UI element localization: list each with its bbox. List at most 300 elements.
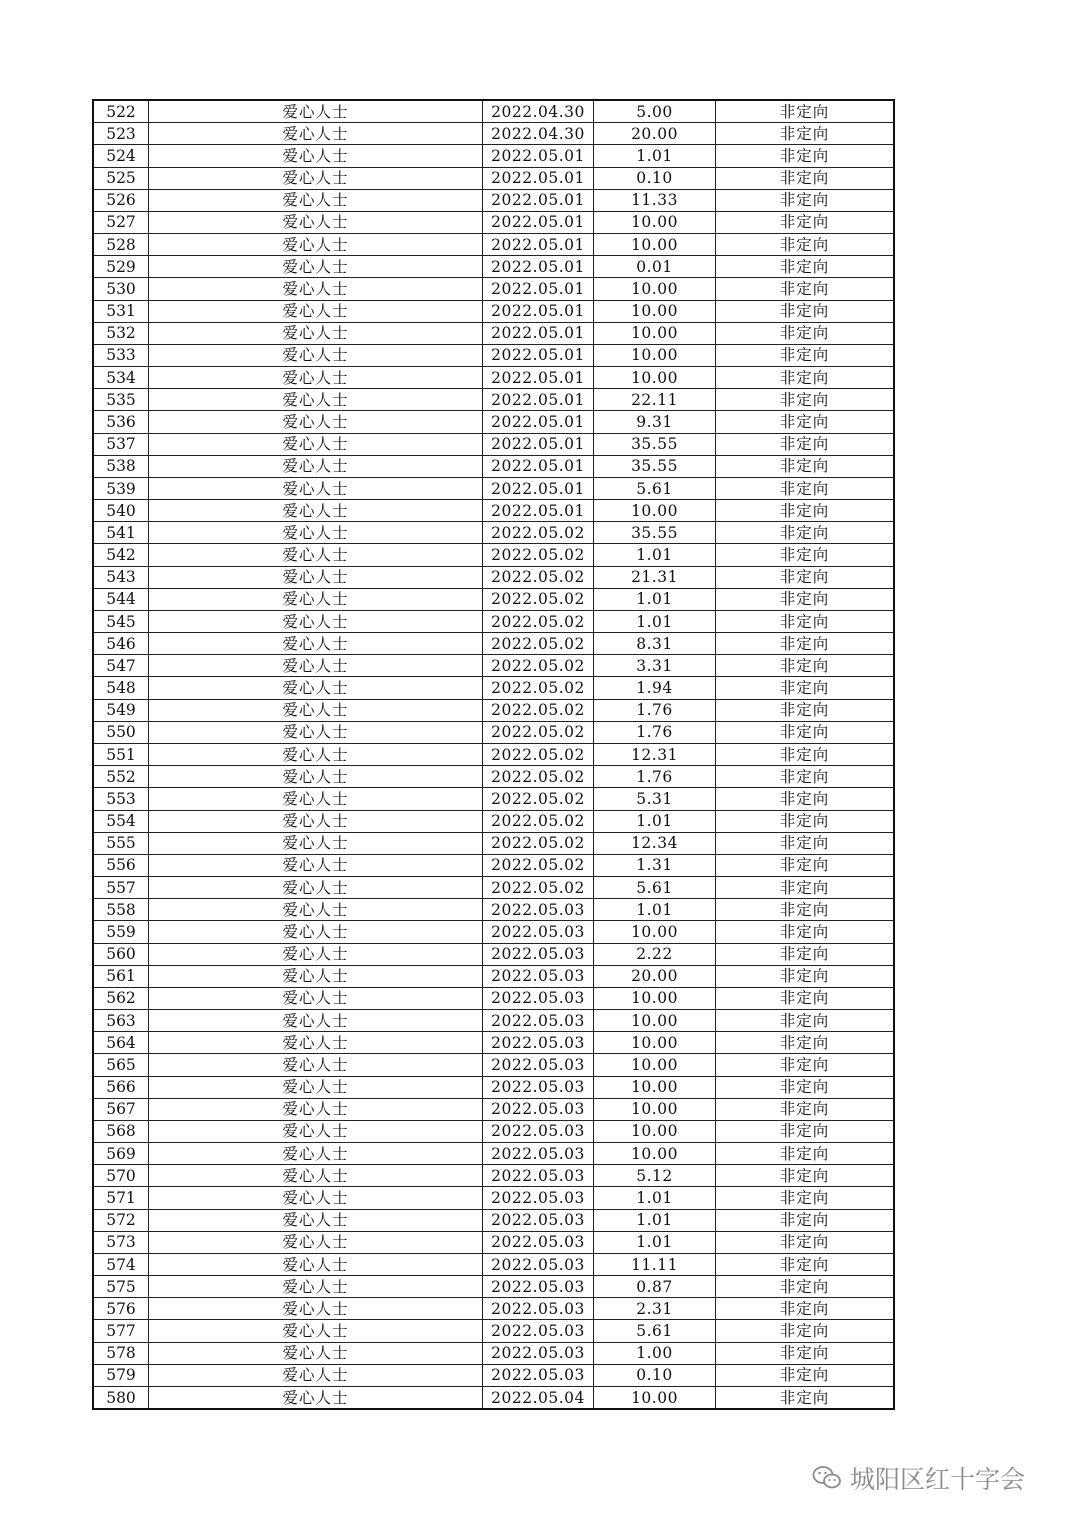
donor-cell: 爱心人士	[149, 810, 483, 832]
row-number-cell: 526	[93, 189, 149, 211]
type-cell: 非定向	[716, 211, 895, 233]
row-number-cell: 558	[93, 899, 149, 921]
type-cell: 非定向	[716, 477, 895, 499]
row-number-cell: 545	[93, 610, 149, 632]
date-cell: 2022.05.03	[483, 1276, 594, 1298]
type-cell: 非定向	[716, 544, 895, 566]
amount-cell: 2.31	[594, 1298, 716, 1320]
date-cell: 2022.05.02	[483, 766, 594, 788]
donor-cell: 爱心人士	[149, 1209, 483, 1231]
date-cell: 2022.05.03	[483, 1143, 594, 1165]
amount-cell: 10.00	[594, 234, 716, 256]
table-row	[93, 921, 894, 943]
amount-cell: 10.00	[594, 1098, 716, 1120]
table-row	[93, 544, 894, 566]
amount-cell: 0.10	[594, 167, 716, 189]
amount-cell: 10.00	[594, 1010, 716, 1032]
amount-cell: 10.00	[594, 500, 716, 522]
donor-cell: 爱心人士	[149, 965, 483, 987]
donor-cell: 爱心人士	[149, 943, 483, 965]
donor-cell: 爱心人士	[149, 189, 483, 211]
row-number-cell: 535	[93, 389, 149, 411]
type-cell: 非定向	[716, 1120, 895, 1142]
type-cell: 非定向	[716, 367, 895, 389]
donor-cell: 爱心人士	[149, 100, 483, 123]
table-row	[93, 234, 894, 256]
row-number-cell: 566	[93, 1076, 149, 1098]
row-number-cell: 556	[93, 854, 149, 876]
donor-cell: 爱心人士	[149, 1076, 483, 1098]
row-number-cell: 533	[93, 344, 149, 366]
amount-cell: 35.55	[594, 433, 716, 455]
table-row	[93, 1187, 894, 1209]
date-cell: 2022.05.03	[483, 1098, 594, 1120]
type-cell: 非定向	[716, 344, 895, 366]
row-number-cell: 534	[93, 367, 149, 389]
row-number-cell: 530	[93, 278, 149, 300]
table-row	[93, 1231, 894, 1253]
donor-cell: 爱心人士	[149, 877, 483, 899]
amount-cell: 10.00	[594, 300, 716, 322]
amount-cell: 20.00	[594, 123, 716, 145]
date-cell: 2022.05.03	[483, 899, 594, 921]
row-number-cell: 531	[93, 300, 149, 322]
table-row	[93, 344, 894, 366]
type-cell: 非定向	[716, 655, 895, 677]
watermark-text: 城阳区红十字会	[850, 1465, 1026, 1494]
table-row	[93, 743, 894, 765]
date-cell: 2022.04.30	[483, 123, 594, 145]
table-row	[93, 788, 894, 810]
table-row	[93, 1386, 894, 1409]
type-cell: 非定向	[716, 877, 895, 899]
date-cell: 2022.05.01	[483, 433, 594, 455]
date-cell: 2022.05.03	[483, 1364, 594, 1386]
table-row	[93, 655, 894, 677]
type-cell: 非定向	[716, 1209, 895, 1231]
donor-cell: 爱心人士	[149, 256, 483, 278]
date-cell: 2022.05.01	[483, 234, 594, 256]
row-number-cell: 539	[93, 477, 149, 499]
row-number-cell: 567	[93, 1098, 149, 1120]
type-cell: 非定向	[716, 234, 895, 256]
row-number-cell: 573	[93, 1231, 149, 1253]
row-number-cell: 580	[93, 1386, 149, 1409]
date-cell: 2022.05.03	[483, 965, 594, 987]
date-cell: 2022.05.02	[483, 677, 594, 699]
table-row	[93, 411, 894, 433]
date-cell: 2022.05.01	[483, 367, 594, 389]
amount-cell: 5.12	[594, 1165, 716, 1187]
type-cell: 非定向	[716, 899, 895, 921]
amount-cell: 20.00	[594, 965, 716, 987]
row-number-cell: 576	[93, 1298, 149, 1320]
donor-cell: 爱心人士	[149, 322, 483, 344]
donor-cell: 爱心人士	[149, 677, 483, 699]
table-row	[93, 1054, 894, 1076]
amount-cell: 1.76	[594, 766, 716, 788]
row-number-cell: 549	[93, 699, 149, 721]
date-cell: 2022.05.02	[483, 788, 594, 810]
table-row	[93, 854, 894, 876]
row-number-cell: 555	[93, 832, 149, 854]
date-cell: 2022.05.01	[483, 344, 594, 366]
row-number-cell: 524	[93, 145, 149, 167]
row-number-cell: 532	[93, 322, 149, 344]
row-number-cell: 525	[93, 167, 149, 189]
type-cell: 非定向	[716, 1386, 895, 1409]
date-cell: 2022.05.02	[483, 522, 594, 544]
row-number-cell: 560	[93, 943, 149, 965]
amount-cell: 5.61	[594, 477, 716, 499]
row-number-cell: 572	[93, 1209, 149, 1231]
row-number-cell: 543	[93, 566, 149, 588]
date-cell: 2022.05.03	[483, 1054, 594, 1076]
account-watermark	[812, 1460, 1025, 1496]
row-number-cell: 551	[93, 743, 149, 765]
donor-cell: 爱心人士	[149, 1098, 483, 1120]
type-cell: 非定向	[716, 1054, 895, 1076]
amount-cell: 5.00	[594, 100, 716, 123]
table-row	[93, 1253, 894, 1275]
type-cell: 非定向	[716, 145, 895, 167]
donor-cell: 爱心人士	[149, 522, 483, 544]
type-cell: 非定向	[716, 389, 895, 411]
date-cell: 2022.05.02	[483, 588, 594, 610]
amount-cell: 1.00	[594, 1342, 716, 1364]
donor-cell: 爱心人士	[149, 211, 483, 233]
date-cell: 2022.05.01	[483, 145, 594, 167]
date-cell: 2022.05.01	[483, 477, 594, 499]
type-cell: 非定向	[716, 987, 895, 1009]
row-number-cell: 527	[93, 211, 149, 233]
donor-cell: 爱心人士	[149, 766, 483, 788]
donor-cell: 爱心人士	[149, 899, 483, 921]
date-cell: 2022.05.01	[483, 500, 594, 522]
amount-cell: 10.00	[594, 1032, 716, 1054]
donor-cell: 爱心人士	[149, 234, 483, 256]
type-cell: 非定向	[716, 322, 895, 344]
row-number-cell: 562	[93, 987, 149, 1009]
date-cell: 2022.05.03	[483, 1342, 594, 1364]
donor-cell: 爱心人士	[149, 1276, 483, 1298]
row-number-cell: 529	[93, 256, 149, 278]
type-cell: 非定向	[716, 300, 895, 322]
table-row	[93, 766, 894, 788]
table-row	[93, 367, 894, 389]
type-cell: 非定向	[716, 522, 895, 544]
date-cell: 2022.05.03	[483, 1165, 594, 1187]
date-cell: 2022.05.02	[483, 699, 594, 721]
date-cell: 2022.05.01	[483, 278, 594, 300]
table-row	[93, 1010, 894, 1032]
row-number-cell: 544	[93, 588, 149, 610]
date-cell: 2022.05.01	[483, 322, 594, 344]
type-cell: 非定向	[716, 1231, 895, 1253]
type-cell: 非定向	[716, 588, 895, 610]
row-number-cell: 579	[93, 1364, 149, 1386]
row-number-cell: 546	[93, 633, 149, 655]
row-number-cell: 548	[93, 677, 149, 699]
table-row	[93, 123, 894, 145]
amount-cell: 10.00	[594, 278, 716, 300]
donor-cell: 爱心人士	[149, 1320, 483, 1342]
date-cell: 2022.05.04	[483, 1386, 594, 1409]
row-number-cell: 568	[93, 1120, 149, 1142]
type-cell: 非定向	[716, 1032, 895, 1054]
table-row	[93, 943, 894, 965]
type-cell: 非定向	[716, 1276, 895, 1298]
type-cell: 非定向	[716, 610, 895, 632]
table-row	[93, 455, 894, 477]
date-cell: 2022.05.01	[483, 411, 594, 433]
date-cell: 2022.05.03	[483, 1120, 594, 1142]
table-row	[93, 522, 894, 544]
row-number-cell: 536	[93, 411, 149, 433]
donor-cell: 爱心人士	[149, 633, 483, 655]
table-row	[93, 877, 894, 899]
donor-cell: 爱心人士	[149, 411, 483, 433]
type-cell: 非定向	[716, 699, 895, 721]
date-cell: 2022.05.02	[483, 743, 594, 765]
donor-cell: 爱心人士	[149, 788, 483, 810]
date-cell: 2022.05.02	[483, 810, 594, 832]
date-cell: 2022.05.02	[483, 544, 594, 566]
amount-cell: 1.01	[594, 1187, 716, 1209]
type-cell: 非定向	[716, 721, 895, 743]
table-row	[93, 1364, 894, 1386]
table-row	[93, 1320, 894, 1342]
date-cell: 2022.05.03	[483, 1253, 594, 1275]
amount-cell: 8.31	[594, 633, 716, 655]
type-cell: 非定向	[716, 743, 895, 765]
type-cell: 非定向	[716, 278, 895, 300]
amount-cell: 1.31	[594, 854, 716, 876]
amount-cell: 21.31	[594, 566, 716, 588]
amount-cell: 10.00	[594, 344, 716, 366]
type-cell: 非定向	[716, 633, 895, 655]
amount-cell: 1.01	[594, 1231, 716, 1253]
date-cell: 2022.05.03	[483, 1298, 594, 1320]
table-row	[93, 189, 894, 211]
amount-cell: 1.76	[594, 699, 716, 721]
donor-cell: 爱心人士	[149, 1165, 483, 1187]
amount-cell: 1.94	[594, 677, 716, 699]
row-number-cell: 537	[93, 433, 149, 455]
date-cell: 2022.05.02	[483, 854, 594, 876]
table-row	[93, 100, 894, 123]
donor-cell: 爱心人士	[149, 1010, 483, 1032]
amount-cell: 1.01	[594, 810, 716, 832]
donor-cell: 爱心人士	[149, 655, 483, 677]
amount-cell: 5.31	[594, 788, 716, 810]
donor-cell: 爱心人士	[149, 344, 483, 366]
table-row	[93, 1276, 894, 1298]
date-cell: 2022.05.03	[483, 1187, 594, 1209]
donor-cell: 爱心人士	[149, 123, 483, 145]
date-cell: 2022.05.03	[483, 921, 594, 943]
date-cell: 2022.05.02	[483, 655, 594, 677]
donor-cell: 爱心人士	[149, 1386, 483, 1409]
amount-cell: 10.00	[594, 1386, 716, 1409]
type-cell: 非定向	[716, 1364, 895, 1386]
type-cell: 非定向	[716, 256, 895, 278]
table-row	[93, 1143, 894, 1165]
donor-cell: 爱心人士	[149, 278, 483, 300]
type-cell: 非定向	[716, 167, 895, 189]
amount-cell: 1.01	[594, 588, 716, 610]
donor-cell: 爱心人士	[149, 1253, 483, 1275]
date-cell: 2022.05.01	[483, 256, 594, 278]
row-number-cell: 564	[93, 1032, 149, 1054]
date-cell: 2022.05.01	[483, 455, 594, 477]
type-cell: 非定向	[716, 1076, 895, 1098]
row-number-cell: 574	[93, 1253, 149, 1275]
type-cell: 非定向	[716, 766, 895, 788]
table-row	[93, 721, 894, 743]
type-cell: 非定向	[716, 1010, 895, 1032]
donor-cell: 爱心人士	[149, 1187, 483, 1209]
donor-cell: 爱心人士	[149, 1298, 483, 1320]
date-cell: 2022.05.03	[483, 1209, 594, 1231]
date-cell: 2022.05.03	[483, 943, 594, 965]
donor-cell: 爱心人士	[149, 300, 483, 322]
table-row	[93, 1120, 894, 1142]
type-cell: 非定向	[716, 123, 895, 145]
donor-cell: 爱心人士	[149, 566, 483, 588]
row-number-cell: 540	[93, 500, 149, 522]
table-row	[93, 1209, 894, 1231]
row-number-cell: 557	[93, 877, 149, 899]
amount-cell: 0.87	[594, 1276, 716, 1298]
table-row	[93, 500, 894, 522]
type-cell: 非定向	[716, 1320, 895, 1342]
row-number-cell: 554	[93, 810, 149, 832]
row-number-cell: 565	[93, 1054, 149, 1076]
donor-cell: 爱心人士	[149, 367, 483, 389]
table-row	[93, 322, 894, 344]
amount-cell: 1.01	[594, 544, 716, 566]
type-cell: 非定向	[716, 1143, 895, 1165]
type-cell: 非定向	[716, 854, 895, 876]
amount-cell: 10.00	[594, 322, 716, 344]
amount-cell: 5.61	[594, 877, 716, 899]
amount-cell: 0.10	[594, 1364, 716, 1386]
row-number-cell: 569	[93, 1143, 149, 1165]
type-cell: 非定向	[716, 1187, 895, 1209]
wechat-icon	[812, 1465, 842, 1491]
donor-cell: 爱心人士	[149, 167, 483, 189]
row-number-cell: 577	[93, 1320, 149, 1342]
row-number-cell: 575	[93, 1276, 149, 1298]
type-cell: 非定向	[716, 677, 895, 699]
amount-cell: 10.00	[594, 1054, 716, 1076]
donor-cell: 爱心人士	[149, 987, 483, 1009]
amount-cell: 10.00	[594, 921, 716, 943]
donor-cell: 爱心人士	[149, 145, 483, 167]
row-number-cell: 559	[93, 921, 149, 943]
type-cell: 非定向	[716, 433, 895, 455]
row-number-cell: 561	[93, 965, 149, 987]
donor-cell: 爱心人士	[149, 544, 483, 566]
type-cell: 非定向	[716, 1165, 895, 1187]
date-cell: 2022.05.03	[483, 1076, 594, 1098]
amount-cell: 0.01	[594, 256, 716, 278]
table-row	[93, 278, 894, 300]
date-cell: 2022.05.02	[483, 721, 594, 743]
date-cell: 2022.05.01	[483, 211, 594, 233]
table-row	[93, 211, 894, 233]
table-row	[93, 566, 894, 588]
table-row	[93, 167, 894, 189]
donor-cell: 爱心人士	[149, 832, 483, 854]
donor-cell: 爱心人士	[149, 389, 483, 411]
type-cell: 非定向	[716, 189, 895, 211]
table-row	[93, 699, 894, 721]
row-number-cell: 528	[93, 234, 149, 256]
amount-cell: 9.31	[594, 411, 716, 433]
type-cell: 非定向	[716, 832, 895, 854]
table-row	[93, 633, 894, 655]
date-cell: 2022.05.02	[483, 832, 594, 854]
row-number-cell: 550	[93, 721, 149, 743]
amount-cell: 12.31	[594, 743, 716, 765]
amount-cell: 12.34	[594, 832, 716, 854]
table-row	[93, 588, 894, 610]
donation-table	[92, 99, 895, 1410]
table-row	[93, 300, 894, 322]
type-cell: 非定向	[716, 810, 895, 832]
donor-cell: 爱心人士	[149, 854, 483, 876]
table-row	[93, 1342, 894, 1364]
date-cell: 2022.05.02	[483, 877, 594, 899]
donor-cell: 爱心人士	[149, 455, 483, 477]
donor-cell: 爱心人士	[149, 921, 483, 943]
table-row	[93, 1298, 894, 1320]
table-row	[93, 389, 894, 411]
type-cell: 非定向	[716, 1342, 895, 1364]
table-row	[93, 965, 894, 987]
table-row	[93, 677, 894, 699]
amount-cell: 10.00	[594, 367, 716, 389]
date-cell: 2022.05.03	[483, 1032, 594, 1054]
amount-cell: 3.31	[594, 655, 716, 677]
table-row	[93, 899, 894, 921]
type-cell: 非定向	[716, 411, 895, 433]
donor-cell: 爱心人士	[149, 1143, 483, 1165]
table-row	[93, 832, 894, 854]
amount-cell: 11.11	[594, 1253, 716, 1275]
date-cell: 2022.05.01	[483, 300, 594, 322]
date-cell: 2022.05.03	[483, 1010, 594, 1032]
type-cell: 非定向	[716, 1253, 895, 1275]
table-row	[93, 256, 894, 278]
date-cell: 2022.05.03	[483, 987, 594, 1009]
amount-cell: 10.00	[594, 211, 716, 233]
amount-cell: 35.55	[594, 455, 716, 477]
type-cell: 非定向	[716, 566, 895, 588]
row-number-cell: 547	[93, 655, 149, 677]
row-number-cell: 538	[93, 455, 149, 477]
donor-cell: 爱心人士	[149, 610, 483, 632]
table-row	[93, 610, 894, 632]
table-row	[93, 477, 894, 499]
donor-cell: 爱心人士	[149, 477, 483, 499]
donor-cell: 爱心人士	[149, 1120, 483, 1142]
amount-cell: 10.00	[594, 1143, 716, 1165]
donor-cell: 爱心人士	[149, 1032, 483, 1054]
date-cell: 2022.05.03	[483, 1320, 594, 1342]
